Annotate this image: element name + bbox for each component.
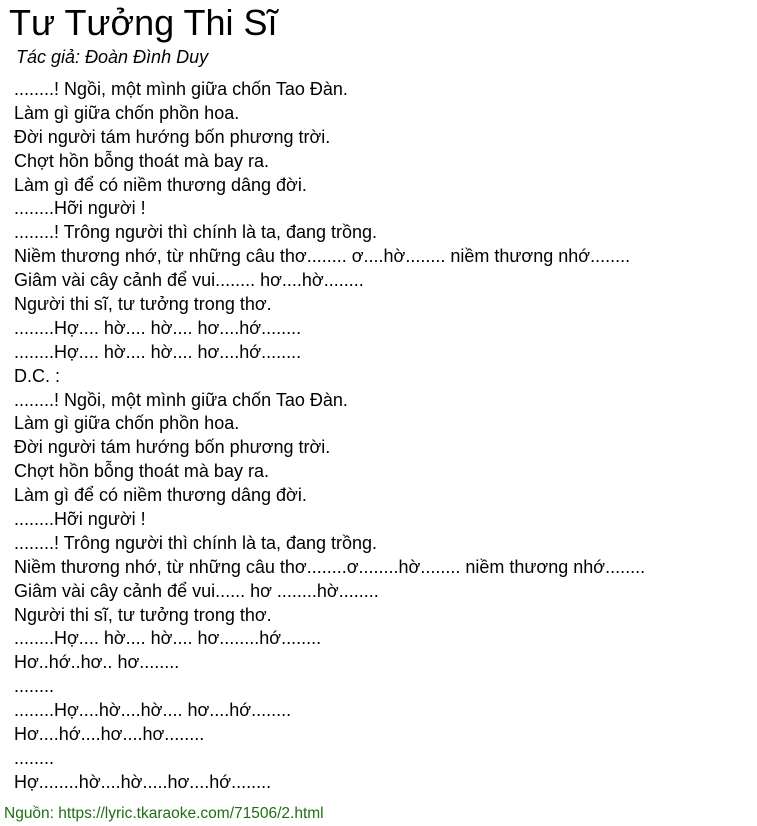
- lyric-line: ........Hợ.... hờ.... hờ.... hơ....hớ........: [14, 341, 302, 362]
- lyric-line: Làm gì để có niềm thương dâng đời.: [14, 485, 307, 506]
- lyric-line: Hơ....hớ....hơ....hơ........: [14, 724, 205, 745]
- lyric-line: Chợt hồn bỗng thoát mà bay ra.: [14, 461, 269, 482]
- lyric-line: ........! Ngồi, một mình giữa chốn Tao Đàn.: [14, 389, 348, 410]
- lyric-line: ........! Ngồi, một mình giữa chốn Tao Đàn.: [14, 79, 348, 99]
- lyric-line: D.C. :: [14, 365, 61, 386]
- lyric-line: Làm gì giữa chốn phồn hoa.: [14, 413, 240, 434]
- lyric-line: Niềm thương nhớ, từ những câu thơ........ơ........hờ........ niềm thương nhớ........: [14, 556, 646, 577]
- lyric-line: ........Hợ....hờ....hờ.... hơ....hớ........: [14, 700, 292, 721]
- lyrics-list: [14, 78, 645, 795]
- lyric-line: Người thi sĩ, tư tưởng trong thơ.: [14, 604, 272, 625]
- lyric-line: ........! Trông người thì chính là ta, đang trồng.: [14, 532, 378, 553]
- lyric-line: Hợ........hờ....hờ.....hơ....hớ........: [14, 771, 272, 792]
- lyric-line: ........! Trông người thì chính là ta, đang trồng.: [14, 222, 378, 243]
- source-link[interactable]: Nguồn: https://lyric.tkaraoke.com/71506/2.html: [4, 805, 324, 822]
- lyric-line: Niềm thương nhớ, từ những câu thơ........ ơ....hờ........ niềm thương nhớ........: [14, 246, 631, 267]
- lyric-line: Đời người tám hướng bốn phương trời.: [14, 437, 331, 458]
- lyric-line: ........: [14, 747, 55, 768]
- lyric-line: Người thi sĩ, tư tưởng trong thơ.: [14, 294, 272, 315]
- lyric-line: Chợt hồn bỗng thoát mà bay ra.: [14, 150, 269, 171]
- author-line: Tác giả: Đoàn Đình Duy: [16, 47, 209, 67]
- song-title: Tư Tưởng Thi Sĩ: [9, 2, 278, 43]
- lyric-line: Giâm vài cây cảnh để vui........ hơ....hờ........: [14, 270, 364, 291]
- lyric-line: Làm gì để có niềm thương dâng đời.: [14, 174, 307, 195]
- lyric-line: Giâm vài cây cảnh để vui...... hơ ........hờ........: [14, 580, 379, 601]
- lyric-line: ........: [14, 676, 55, 697]
- lyric-line: ........Hỡi người !: [14, 509, 146, 530]
- lyric-line: Hơ..hớ..hơ.. hơ........: [14, 652, 180, 673]
- lyric-line: ........Hỡi người !: [14, 198, 146, 219]
- lyric-line: Làm gì giữa chốn phồn hoa.: [14, 102, 240, 123]
- lyric-line: ........Hợ.... hờ.... hờ.... hơ........hớ........: [14, 628, 322, 649]
- lyric-line: ........Hợ.... hờ.... hờ.... hơ....hớ........: [14, 317, 302, 338]
- lyric-line: Đời người tám hướng bốn phương trời.: [14, 126, 331, 147]
